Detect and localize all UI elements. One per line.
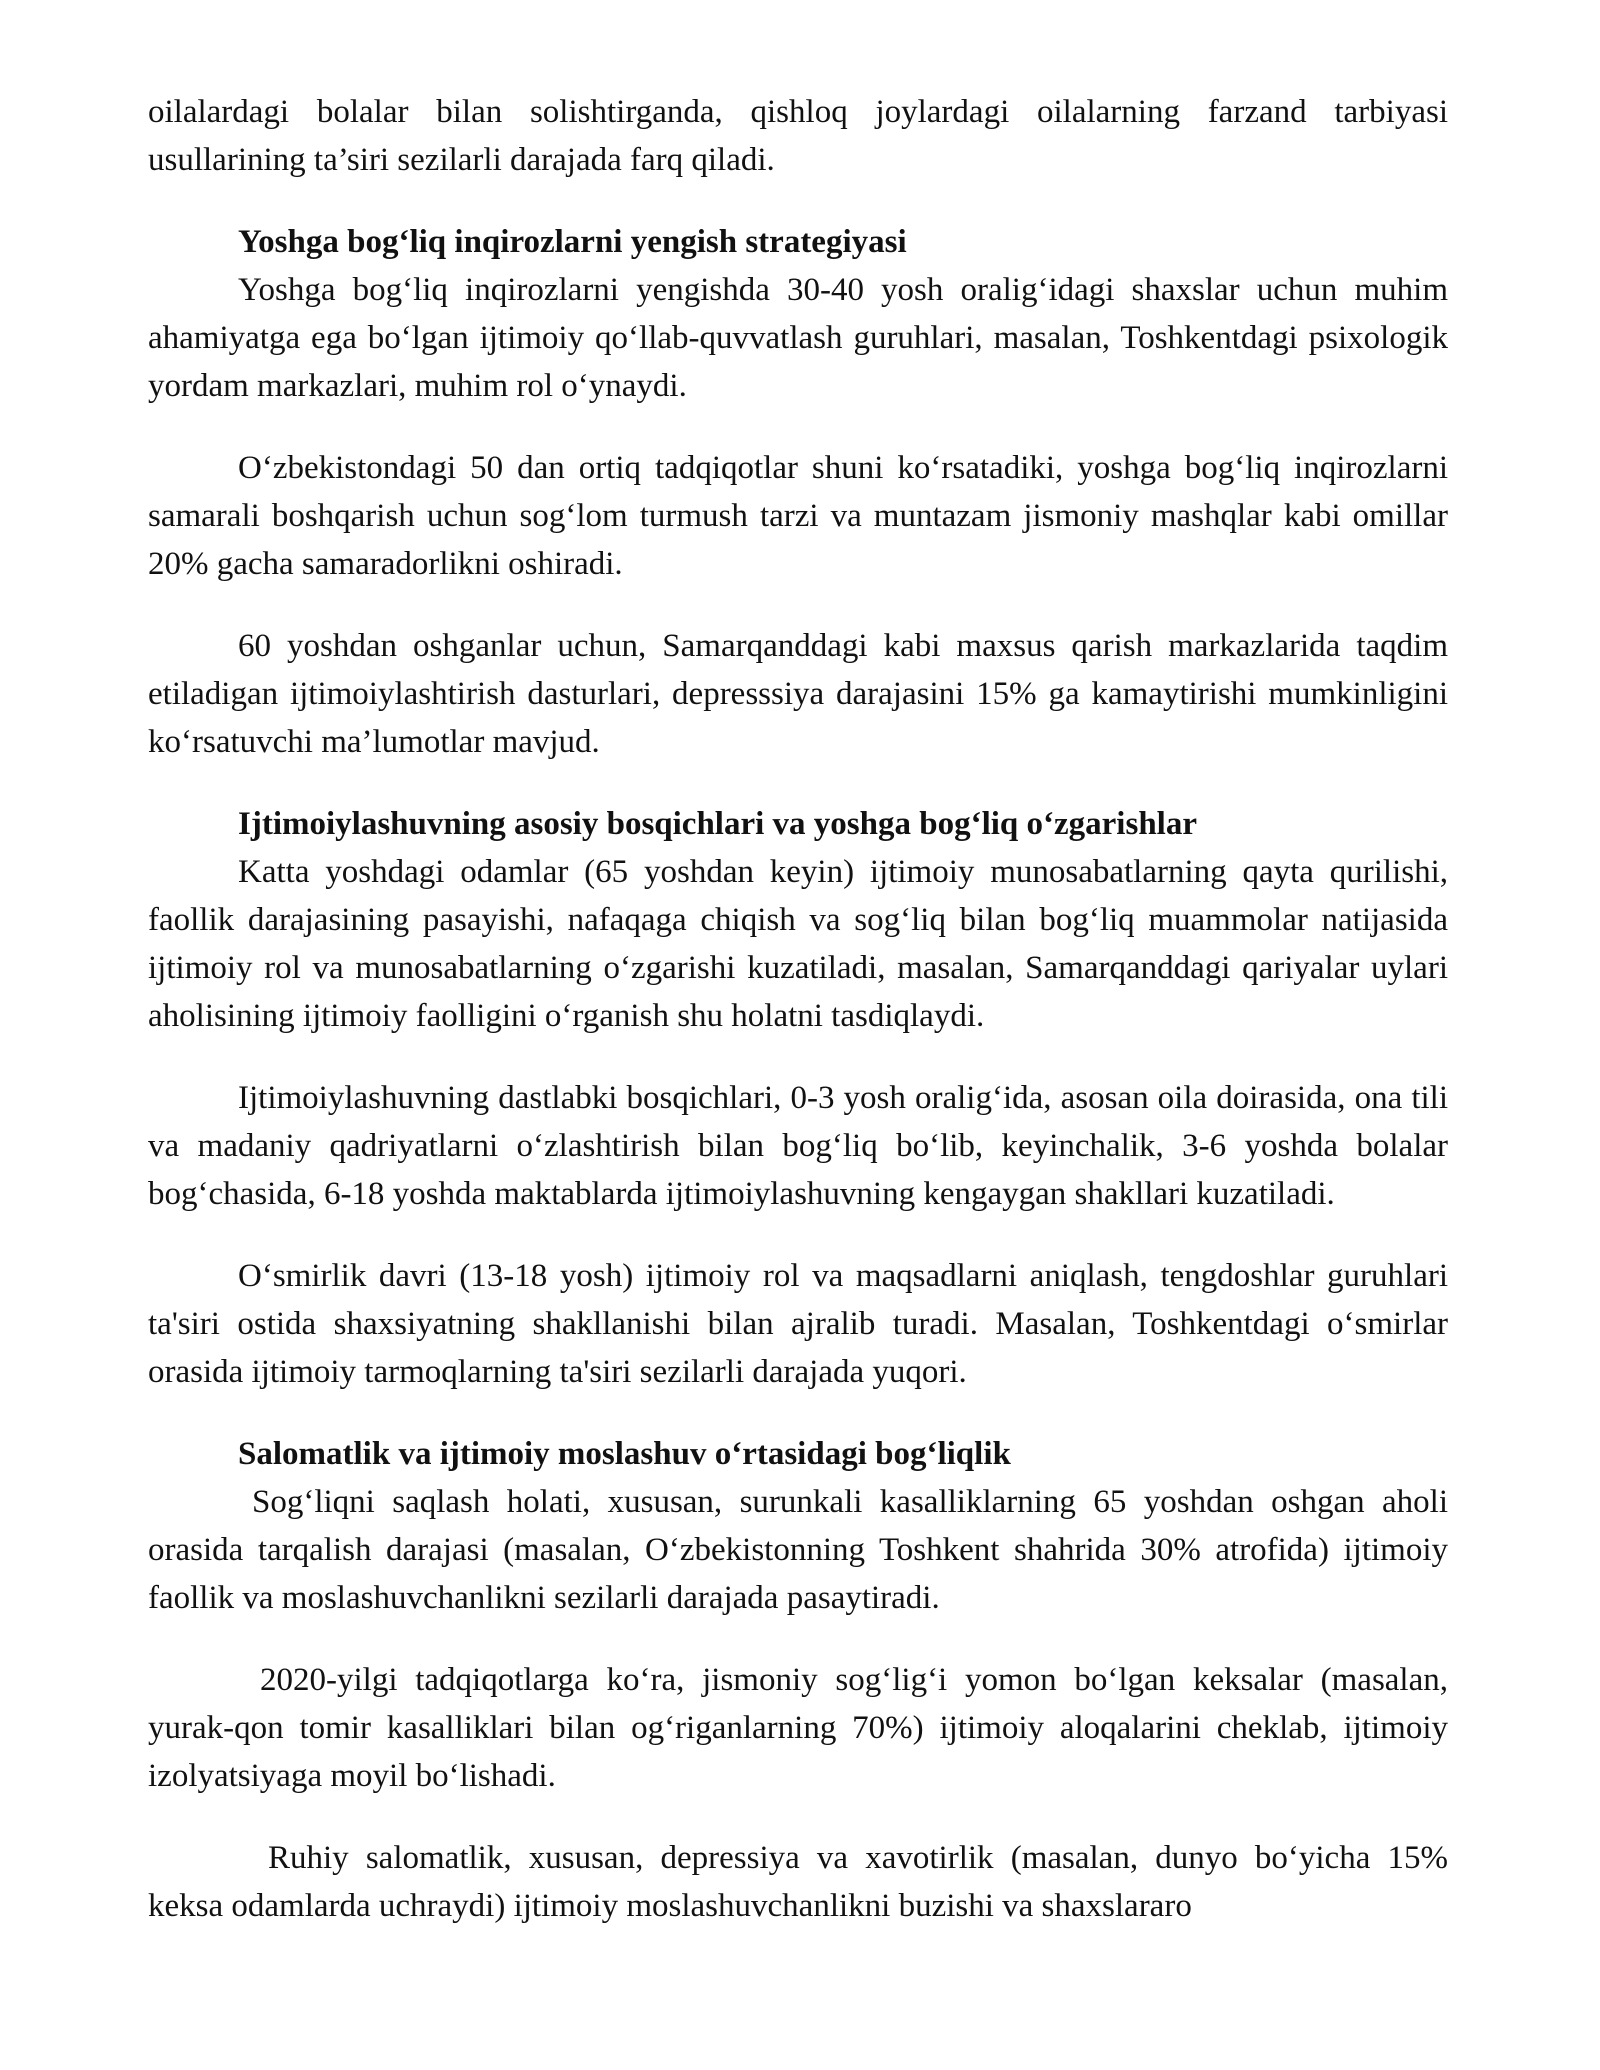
paragraph-studies-uzbekistan: O‘zbekistondagi 50 dan ortiq tadqiqotlar shuni ko‘rsatadiki, yoshga bog‘liq inqirozlarni samarali boshqarish uchun sog‘lom turmush tarzi va muntazam jismoniy mashqlar kabi omillar 20% gacha samaradorlikni oshiradi. <box>148 450 1448 582</box>
paragraph-aging-centers: 60 yoshdan oshganlar uchun, Samarqanddagi kabi maxsus qarish markazlarida taqdim etiladigan ijtimoiylashtirish dasturlari, depresssiya darajasini 15% ga kamaytirishi mumkinligini ko‘rsatuvchi ma’lumotlar mavjud. <box>148 628 1448 760</box>
paragraph-adolescence: O‘smirlik davri (13-18 yosh) ijtimoiy rol va maqsadlarni aniqlash, tengdoshlar guruhlari ta'siri ostida shaxsiyatning shakllanishi bilan ajralib turadi. Masalan, Toshkentdagi o‘smirlar orasida ijtimoiy tarmoqlarning ta'siri sezilarli darajada yuqori. <box>148 1258 1448 1390</box>
paragraph-mental-health: Ruhiy salomatlik, xususan, depressiya va xavotirlik (masalan, dunyo bo‘yicha 15% keksa odamlarda uchraydi) ijtimoiy moslashuvchanlikni buzishi va shaxslararo <box>148 1840 1448 1924</box>
paragraph-support-groups: Yoshga bog‘liq inqirozlarni yengishda 30-40 yosh oralig‘idagi shaxslar uchun muhim ahamiyatga ega bo‘lgan ijtimoiy qo‘llab-quvvatlash guruhlari, masalan, Toshkentdagi psixologik yordam markazlari, muhim rol o‘ynaydi. <box>148 272 1448 404</box>
paragraph-continuation: oilalardagi bolalar bilan solishtirganda, qishloq joylardagi oilalarning farzand tarbiyasi usullarining ta’siri sezilarli darajada farq qiladi. <box>148 94 1448 178</box>
section-heading-age-crises: Yoshga bog‘liq inqirozlarni yengish strategiyasi <box>238 224 907 260</box>
section-heading-health-adaptation: Salomatlik va ijtimoiy moslashuv o‘rtasidagi bog‘liqlik <box>238 1436 1011 1472</box>
paragraph-chronic-diseases: Sog‘liqni saqlash holati, xususan, surunkali kasalliklarning 65 yoshdan oshgan aholi orasida tarqalish darajasi (masalan, O‘zbekistonning Toshkent shahrida 30% atrofida) ijtimoiy faollik va moslashuvchanlikni sezilarli darajada pasaytiradi. <box>148 1484 1448 1616</box>
paragraph-early-stages: Ijtimoiylashuvning dastlabki bosqichlari, 0-3 yosh oralig‘ida, asosan oila doirasida, ona tili va madaniy qadriyatlarni o‘zlashtirish bilan bog‘liq bo‘lib, keyinchalik, 3-6 yoshda bolalar bog‘chasida, 6-18 yoshda maktablarda ijtimoiylashuvning kengaygan shakllari kuzatiladi. <box>148 1080 1448 1212</box>
section-heading-socialization-stages: Ijtimoiylashuvning asosiy bosqichlari va yoshga bog‘liq o‘zgarishlar <box>238 806 1197 842</box>
paragraph-2020-studies: 2020-yilgi tadqiqotlarga ko‘ra, jismoniy sog‘lig‘i yomon bo‘lgan keksalar (masalan, yurak-qon tomir kasalliklari bilan og‘riganlarning 70%) ijtimoiy aloqalarini cheklab, ijtimoiy izolyatsiyaga moyil bo‘lishadi. <box>148 1662 1448 1794</box>
document-page <box>148 88 1448 1930</box>
paragraph-older-adults: Katta yoshdagi odamlar (65 yoshdan keyin) ijtimoiy munosabatlarning qayta qurilishi, faollik darajasining pasayishi, nafaqaga chiqish va sog‘liq bilan bog‘liq muammolar natijasida ijtimoiy rol va munosabatlarning o‘zgarishi kuzatiladi, masalan, Samarqanddagi qariyalar uylari aholisining ijtimoiy faolligini o‘rganish shu holatni tasdiqlaydi. <box>148 854 1448 1034</box>
